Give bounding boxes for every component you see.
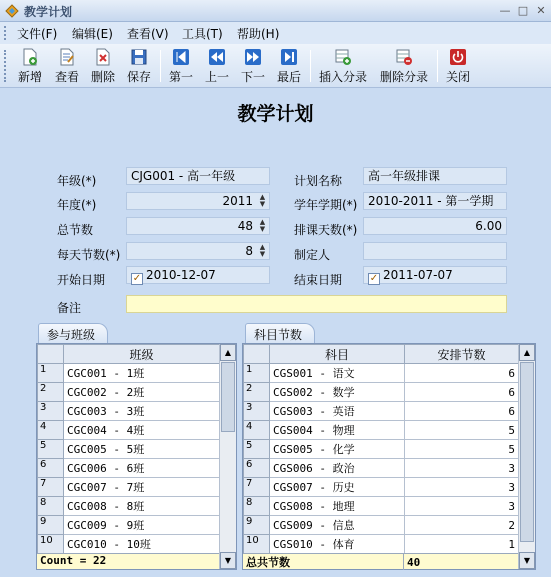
previous-button[interactable]: 上一 [202, 47, 232, 85]
periods-cell[interactable]: 5 [405, 440, 519, 459]
delete-row-icon [395, 48, 413, 66]
previous-icon [208, 48, 226, 66]
subjects-grid [242, 343, 536, 570]
subject-cell[interactable]: CGS004 - 物理 [270, 421, 405, 440]
subject-total-footer [243, 553, 519, 569]
menu-help[interactable]: 帮助(H) [237, 27, 280, 41]
class-cell[interactable]: CGC009 - 9班 [64, 516, 220, 535]
subject-cell[interactable]: CGS007 - 历史 [270, 478, 405, 497]
last-button[interactable]: 最后 [274, 47, 304, 85]
next-icon [244, 48, 262, 66]
table-row[interactable] [38, 421, 220, 440]
window-title: 教学计划 [24, 5, 73, 19]
new-doc-icon [21, 48, 39, 66]
class-cell[interactable]: CGC004 - 4班 [64, 421, 220, 440]
tab-classes[interactable]: 参与班级 [38, 323, 108, 343]
row-number[interactable]: 7 [244, 478, 270, 497]
table-row[interactable] [244, 402, 519, 421]
form-panel [0, 89, 551, 322]
row-number[interactable]: 10 [244, 535, 270, 554]
daily-periods-value: 8 [245, 244, 253, 258]
minimize-icon[interactable]: — [499, 4, 511, 17]
semester-field[interactable]: 2010-2011 - 第一学期 [363, 192, 507, 210]
menu-edit[interactable]: 编辑(E) [72, 27, 113, 41]
semester-label: 学年学期(*) [294, 198, 358, 212]
scroll-thumb[interactable] [520, 362, 534, 542]
table-row[interactable] [38, 383, 220, 402]
delete-row-button[interactable]: 删除分录 [377, 47, 431, 85]
table-row[interactable] [38, 459, 220, 478]
subject-cell[interactable]: CGS009 - 信息 [270, 516, 405, 535]
row-number[interactable]: 4 [38, 421, 64, 440]
total-periods-stepper[interactable] [126, 217, 270, 235]
table-row[interactable] [244, 478, 519, 497]
row-number[interactable]: 5 [244, 440, 270, 459]
subject-cell[interactable]: CGS003 - 英语 [270, 402, 405, 421]
table-row[interactable] [244, 440, 519, 459]
end-date-value: 2011-07-07 [383, 268, 453, 282]
table-row[interactable] [244, 497, 519, 516]
periods-cell[interactable]: 3 [405, 459, 519, 478]
scroll-up-icon[interactable]: ▲ [519, 344, 535, 361]
row-number[interactable]: 9 [38, 516, 64, 535]
menubar-grip[interactable] [4, 26, 7, 40]
table-row[interactable] [244, 459, 519, 478]
view-button[interactable]: 查看 [52, 47, 82, 85]
periods-cell[interactable]: 6 [405, 383, 519, 402]
row-number[interactable]: 1 [38, 364, 64, 383]
subjects-scrollbar[interactable] [518, 344, 535, 569]
app-icon [4, 3, 20, 19]
page-title: 教学计划 [237, 103, 314, 125]
row-number[interactable]: 1 [244, 364, 270, 383]
insert-row-icon [334, 48, 352, 66]
table-row[interactable] [38, 516, 220, 535]
remark-label: 备注 [57, 301, 82, 315]
scroll-thumb[interactable] [221, 362, 235, 432]
class-cell[interactable]: CGC010 - 10班 [64, 535, 220, 554]
row-number[interactable]: 10 [38, 535, 64, 554]
subject-column-header[interactable]: 科目 [270, 345, 405, 364]
row-number[interactable]: 2 [38, 383, 64, 402]
delete-button[interactable]: 删除 [88, 47, 118, 85]
close-button[interactable]: 关闭 [443, 47, 473, 85]
row-number[interactable]: 7 [38, 478, 64, 497]
table-row[interactable] [244, 383, 519, 402]
subject-cell[interactable]: CGS005 - 化学 [270, 440, 405, 459]
row-header-corner [38, 345, 64, 364]
classes-scrollbar[interactable] [219, 344, 236, 569]
close-power-icon [449, 48, 467, 66]
menu-view[interactable]: 查看(V) [127, 27, 169, 41]
creator-label: 制定人 [294, 248, 331, 262]
end-date-label: 结束日期 [294, 273, 343, 287]
class-cell[interactable]: CGC001 - 1班 [64, 364, 220, 383]
subject-cell[interactable]: CGS001 - 语文 [270, 364, 405, 383]
insert-row-button[interactable]: 插入分录 [316, 47, 370, 85]
row-number[interactable]: 6 [244, 459, 270, 478]
class-column-header[interactable]: 班级 [64, 345, 220, 364]
start-date-value: 2010-12-07 [146, 268, 216, 282]
total-periods-footer-value: 40 [407, 556, 421, 569]
subject-cell[interactable]: CGS006 - 政治 [270, 459, 405, 478]
class-cell[interactable]: CGC003 - 3班 [64, 402, 220, 421]
row-number[interactable]: 6 [38, 459, 64, 478]
table-row[interactable] [38, 535, 220, 554]
class-cell[interactable]: CGC007 - 7班 [64, 478, 220, 497]
end-date-picker[interactable] [363, 266, 507, 284]
creator-field[interactable] [363, 242, 507, 260]
row-number[interactable]: 8 [38, 497, 64, 516]
table-row[interactable] [38, 402, 220, 421]
title-bar [0, 0, 551, 22]
daily-periods-stepper[interactable] [126, 242, 270, 260]
class-count-footer: Count = 22 [37, 553, 220, 569]
periods-cell[interactable]: 2 [405, 516, 519, 535]
row-number[interactable]: 5 [38, 440, 64, 459]
scroll-down-icon[interactable]: ▼ [220, 552, 236, 569]
table-row[interactable] [38, 497, 220, 516]
remark-field[interactable] [126, 295, 507, 313]
toolbar-separator [437, 50, 438, 82]
classes-grid [36, 343, 237, 570]
last-icon [280, 48, 298, 66]
total-periods-footer-label: 总共节数 [243, 554, 404, 570]
row-number[interactable]: 3 [244, 402, 270, 421]
start-date-checkbox[interactable]: ✓ [132, 273, 142, 284]
table-row[interactable] [38, 364, 220, 383]
row-number[interactable]: 4 [244, 421, 270, 440]
class-cell[interactable]: CGC006 - 6班 [64, 459, 220, 478]
plan-name-label: 计划名称 [294, 174, 343, 188]
subject-cell[interactable]: CGS008 - 地理 [270, 497, 405, 516]
table-row[interactable] [38, 440, 220, 459]
menu-file[interactable]: 文件(F) [17, 27, 58, 41]
spin-arrows-icon[interactable]: ▲ ▼ [259, 218, 266, 233]
toolbar-separator [160, 50, 161, 82]
periods-cell[interactable]: 5 [405, 421, 519, 440]
delete-doc-icon [94, 48, 112, 66]
daily-periods-label: 每天节数(*) [57, 248, 121, 262]
row-number[interactable]: 3 [38, 402, 64, 421]
table-row[interactable] [244, 364, 519, 383]
menu-tools[interactable]: 工具(T) [182, 27, 223, 41]
table-row[interactable] [244, 535, 519, 554]
first-icon [172, 48, 190, 66]
periods-cell[interactable]: 1 [405, 535, 519, 554]
row-header-corner [244, 345, 270, 364]
save-icon [130, 48, 148, 66]
class-cell[interactable]: CGC002 - 2班 [64, 383, 220, 402]
periods-cell[interactable]: 6 [405, 402, 519, 421]
start-date-picker[interactable] [126, 266, 270, 284]
toolbar-separator [310, 50, 311, 82]
end-date-checkbox[interactable]: ✓ [369, 273, 379, 284]
scroll-down-icon[interactable]: ▼ [519, 552, 535, 569]
year-label: 年度(*) [57, 198, 97, 212]
schedule-days-field[interactable]: 6.00 [363, 217, 507, 235]
grade-label: 年级(*) [57, 174, 97, 188]
table-row[interactable] [244, 421, 519, 440]
view-doc-icon [58, 48, 76, 66]
year-value: 2011 [222, 194, 253, 208]
subject-cell[interactable]: CGS002 - 数学 [270, 383, 405, 402]
new-button[interactable]: 新增 [15, 47, 45, 85]
toolbar [0, 44, 551, 88]
table-row[interactable] [244, 516, 519, 535]
class-cell[interactable]: CGC005 - 5班 [64, 440, 220, 459]
subject-cell[interactable]: CGS010 - 体育 [270, 535, 405, 554]
start-date-label: 开始日期 [57, 273, 106, 287]
next-button[interactable]: 下一 [238, 47, 268, 85]
periods-cell[interactable]: 3 [405, 478, 519, 497]
first-button[interactable]: 第一 [166, 47, 196, 85]
grade-field[interactable]: CJG001 - 高一年级 [126, 167, 270, 185]
row-number[interactable]: 9 [244, 516, 270, 535]
schedule-days-label: 排课天数(*) [294, 223, 358, 237]
row-number[interactable]: 8 [244, 497, 270, 516]
year-stepper[interactable] [126, 192, 270, 210]
periods-cell[interactable]: 3 [405, 497, 519, 516]
menu-bar [0, 22, 551, 44]
periods-column-header[interactable]: 安排节数 [405, 345, 519, 364]
close-icon[interactable]: ✕ [536, 4, 546, 17]
spin-arrows-icon[interactable]: ▲ ▼ [259, 193, 266, 208]
class-cell[interactable]: CGC008 - 8班 [64, 497, 220, 516]
toolbar-grip[interactable] [4, 50, 7, 82]
save-button[interactable]: 保存 [124, 47, 154, 85]
tab-subjects[interactable]: 科目节数 [245, 323, 315, 343]
row-number[interactable]: 2 [244, 383, 270, 402]
plan-name-field[interactable]: 高一年级排课 [363, 167, 507, 185]
maximize-icon[interactable]: □ [517, 4, 529, 17]
table-row[interactable] [38, 478, 220, 497]
total-periods-value: 48 [237, 219, 253, 233]
scroll-up-icon[interactable]: ▲ [220, 344, 236, 361]
spin-arrows-icon[interactable]: ▲ ▼ [259, 243, 266, 258]
total-periods-label: 总节数 [57, 223, 94, 237]
periods-cell[interactable]: 6 [405, 364, 519, 383]
